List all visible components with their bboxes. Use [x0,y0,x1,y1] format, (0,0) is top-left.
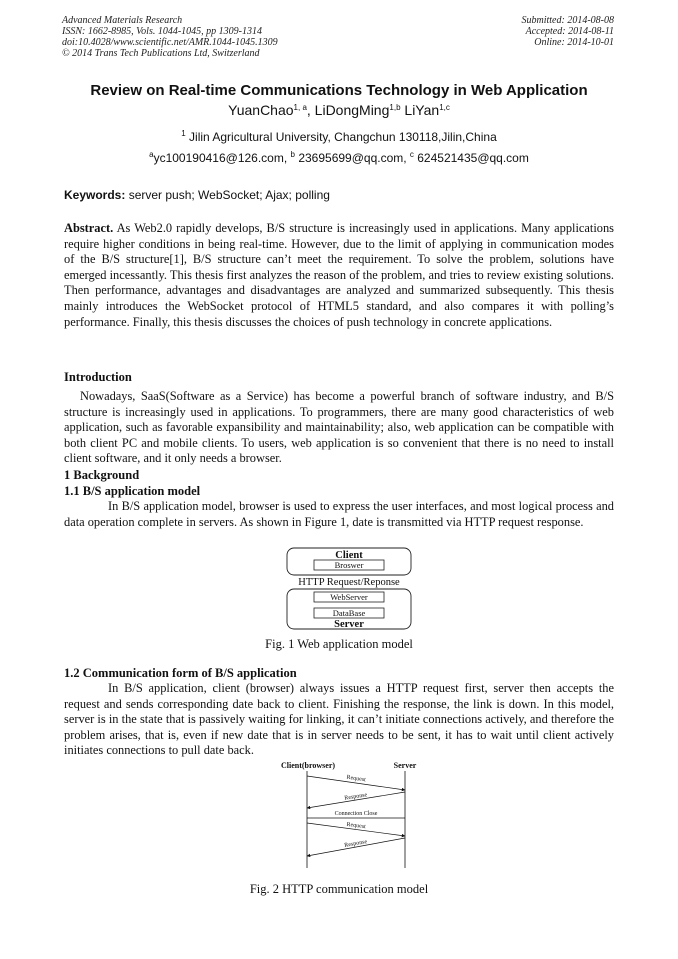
introduction-heading: Introduction [64,370,132,384]
accepted-date: Accepted: 2014-08-11 [525,26,614,37]
online-date: Online: 2014-10-01 [534,37,614,48]
figure-2-caption: Fig. 2 HTTP communication model [249,882,429,896]
author-list [0,102,678,118]
paper-title: Review on Real-time Communications Technology in Web Application [90,82,588,99]
subsection-paragraph: In B/S application model, browser is used to express the user interfaces, and most logical process and data operation complete in servers. As shown in Figure 1, date is transmitted via HTTP request response. [64,499,614,529]
response-label: Response [344,792,368,802]
keywords [64,188,330,202]
email-address: 23695699@qq.com, [294,151,410,165]
introduction-paragraph: Nowadays, SaaS(Software as a Service) has become a powerful branch of software industry, and B/S structure is increasingly used in applications. To programmers, there are many good characteristics of web application, such as favorable expansibility and maintainability; also, web application can be compatible with both client PC and mobile clients. To users, web application is so convenient that there is no need to install client software, and it only needs a browser. [64,389,614,466]
author-separator: , [306,102,315,118]
client-browser-label: Client(browser) [280,761,336,770]
affiliation [0,130,678,144]
abstract-label: Abstract. [64,221,114,235]
author-superscript: 1,c [439,103,450,112]
request-label: Request [346,774,367,784]
client-label: Client [335,550,363,561]
server-label: Server [334,619,364,630]
affiliation-superscript: 1 [181,129,186,138]
request-label: Request [346,821,367,831]
http-request-response-label: HTTP Request/Reponse [298,577,400,588]
keywords-text: server push; WebSocket; Ajax; polling [125,188,330,202]
server-label: Server [393,761,417,770]
author-name: YuanChao [228,102,294,118]
webserver-label: WebServer [330,592,368,602]
journal-header-left [62,15,278,59]
author-name: LiDongMing [314,102,390,118]
keywords-label: Keywords: [64,188,126,202]
doi-line: doi:10.4028/www.scientific.net/AMR.1044-1045.1309 [62,37,278,48]
subsection-paragraph: In B/S application, client (browser) always issues a HTTP request first, server then accepts the request and sends corresponding date back to client. Finishing the response, the link is down. In this model, server is in the state that is passively waiting for linking, it can’t initiate connections actively, and therefore the problem arises, that is, even if new date that is in server needs to be sent, it has to wait until client actively initiates connections to pull date back. [64,681,614,758]
abstract [64,221,614,330]
email-address: 624521435@qq.com [413,151,529,165]
connection-close-label: Connection Close [334,811,378,817]
figure-web-application-model [284,545,414,631]
subsection-heading: 1.2 Communication form of B/S application [64,666,297,680]
figure-1-caption: Fig. 1 Web application model [265,637,413,651]
figure-http-communication-model [280,760,420,870]
database-label: DataBase [332,608,366,618]
subsection-heading: 1.1 B/S application model [64,484,201,498]
submitted-date: Submitted: 2014-08-08 [521,15,614,26]
abstract-text: As Web2.0 rapidly develops, B/S structure is increasingly used in applications. Many applications require higher conditions in being real-time. However, due to the limit of applying in communication modes of the B/S structure[1], B/S structure can’t meet the requirement. To solve the problem, solutions have emerged incessantly. This thesis first analyzes the reason of the problem, and tries to review existing solutions. Then performance, advantages and disadvantages are analyzed and summarized subsequently. This thesis mainly introduces the WebSocket protocol of HTML5 standard, and also compares it with polling’s performance. Finally, this thesis discusses the choices of push technology in concrete applications. [64,221,614,329]
browser-label: Broswer [334,560,364,570]
section-heading: 1 Background [64,468,140,482]
journal-name: Advanced Materials Research [62,15,183,26]
copyright-line: © 2014 Trans Tech Publications Ltd, Switzerland [62,48,260,59]
email-superscript: a [149,150,154,159]
email-superscript: c [409,150,414,159]
author-superscript: 1,b [389,103,401,112]
author-name: LiYan [404,102,440,118]
author-emails [0,151,678,165]
email-address: yc100190416@126.com, [153,151,291,165]
author-superscript: 1, a [293,103,307,112]
affiliation-text: Jilin Agricultural University, Changchun 130118,Jilin,China [185,130,497,144]
email-superscript: b [290,150,295,159]
journal-header-right [522,15,615,48]
issn-line: ISSN: 1662-8985, Vols. 1044-1045, pp 1309-1314 [62,26,262,37]
response-label: Response [343,839,368,849]
